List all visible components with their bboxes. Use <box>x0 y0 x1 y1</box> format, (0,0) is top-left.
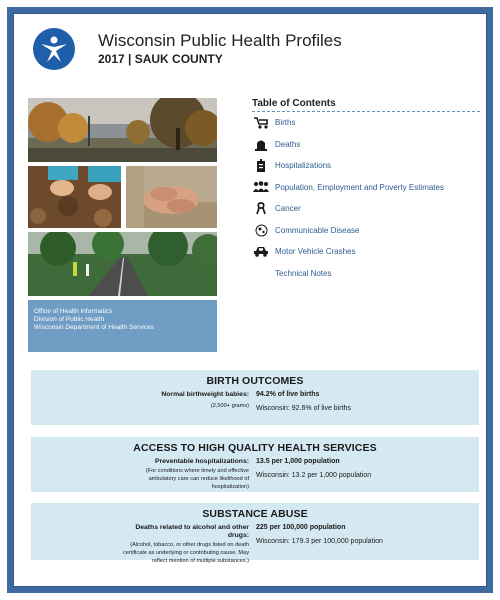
office-line: Office of Health Informatics <box>34 308 113 315</box>
toc-label: Cancer <box>275 204 301 214</box>
toc-heading: Table of Contents <box>252 98 480 112</box>
page-title: Wisconsin Public Health Profiles <box>98 31 342 50</box>
toc-item-population[interactable] <box>252 177 480 199</box>
photo-autumn-trees <box>28 98 217 162</box>
toc-label: Population, Employment and Poverty Estimates <box>275 182 444 192</box>
ribbon-icon <box>252 202 270 216</box>
wisconsin-value: Wisconsin: 13.2 per 1,000 population <box>256 472 372 479</box>
toc-item-technical-notes[interactable] <box>252 263 480 285</box>
toc-item-hospitalizations[interactable] <box>252 155 480 177</box>
stroller-icon <box>252 116 270 130</box>
metric-label: Normal birthweight babies: <box>161 391 249 398</box>
toc-item-motor-vehicle-crashes[interactable] <box>252 241 480 263</box>
toc-label: Communicable Disease <box>275 225 360 235</box>
germ-icon <box>252 223 270 237</box>
toc-label: Births <box>275 118 296 128</box>
division-line: Division of Public Health <box>34 316 105 323</box>
toc-label: Technical Notes <box>275 268 332 278</box>
page-frame <box>7 7 493 593</box>
photo-park-path-runners <box>28 232 217 296</box>
section-title: BIRTH OUTCOMES <box>206 375 304 387</box>
metric-note: (Alcohol, tobacco, or other drugs listed on death certificate as underlying or contributing cause. May reflect mention of multiple substances.) <box>123 542 249 564</box>
toc-item-cancer[interactable] <box>252 198 480 220</box>
office-info-box <box>28 300 217 352</box>
metric-note: (2,500+ grams) <box>210 403 249 409</box>
section-birth-outcomes <box>31 370 479 425</box>
toc-item-communicable-disease[interactable] <box>252 220 480 242</box>
toc-label: Motor Vehicle Crashes <box>275 247 356 257</box>
toc-item-deaths[interactable] <box>252 134 480 156</box>
toc-label: Hospitalizations <box>275 161 332 171</box>
metric-note: (For conditions where timely and effective ambulatory care can reduce likelihood of hospitalization) <box>145 468 249 490</box>
section-title: ACCESS TO HIGH QUALITY HEALTH SERVICES <box>133 442 377 454</box>
dhs-logo <box>33 28 75 70</box>
wisconsin-value: Wisconsin: 179.3 per 100,000 population <box>256 538 383 545</box>
wisconsin-value: Wisconsin: 92.6% of live births <box>256 405 351 412</box>
department-line: Wisconsin Department of Health Services <box>34 324 154 331</box>
section-title: SUBSTANCE ABUSE <box>202 508 308 520</box>
person-figure-icon <box>37 32 71 66</box>
toc-item-births[interactable] <box>252 112 480 134</box>
county-value: 94.2% of live births <box>256 391 320 398</box>
toc-label: Deaths <box>275 139 301 149</box>
section-substance-abuse <box>31 503 479 564</box>
photo-elderly-hands <box>126 166 217 228</box>
profile-page <box>13 13 487 587</box>
table-of-contents <box>252 98 480 284</box>
page-subtitle: 2017 | SAUK COUNTY <box>98 52 223 66</box>
county-value: 13.5 per 1,000 population <box>256 458 340 465</box>
headstone-icon <box>252 137 270 151</box>
section-access-health-services <box>31 437 479 492</box>
metric-label: Preventable hospitalizations: <box>154 458 249 465</box>
county-value: 225 per 100,000 population <box>256 524 346 531</box>
people-icon <box>252 180 270 194</box>
photo-hands-gardening <box>28 166 121 228</box>
metric-label: Deaths related to alcohol and other drugs: <box>135 524 249 539</box>
car-icon <box>252 245 270 259</box>
hospital-icon <box>252 159 270 173</box>
